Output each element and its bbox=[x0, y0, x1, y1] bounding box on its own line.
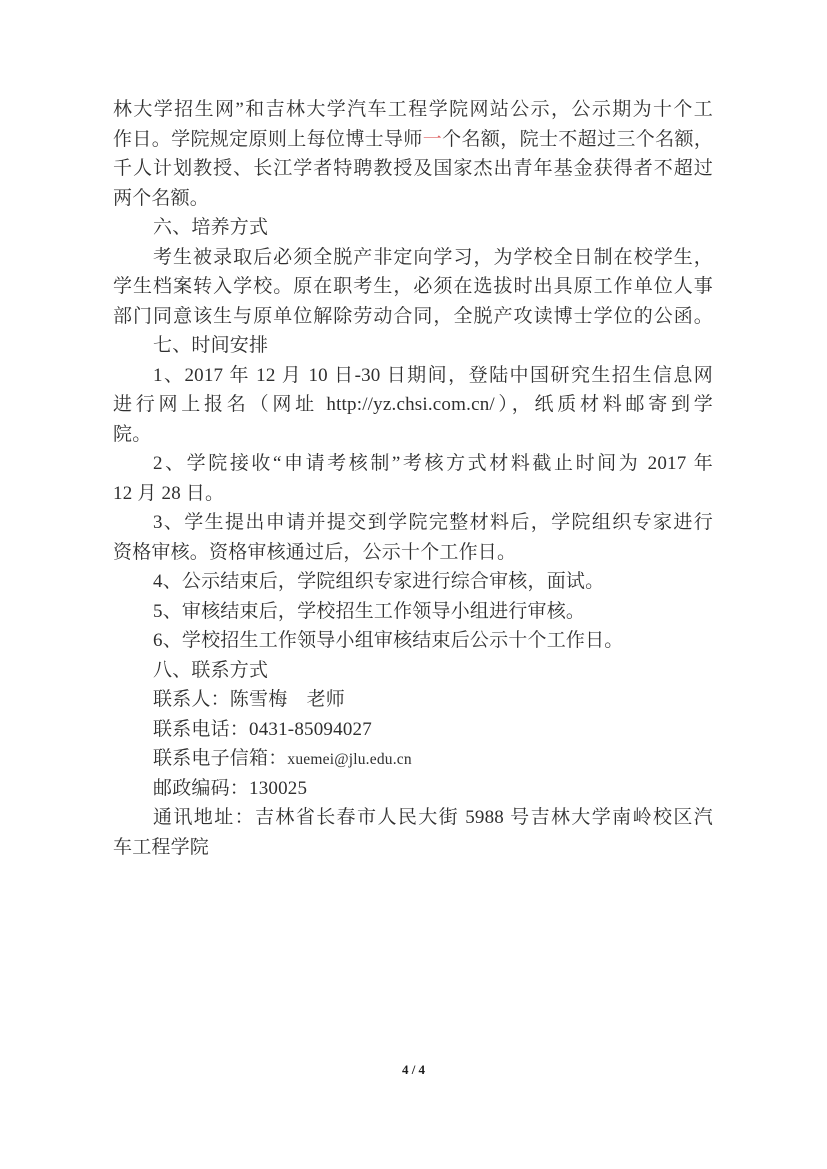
schedule-item-3: 3、学生提出申请并提交到学院完整材料后，学院组织专家进行 bbox=[153, 512, 713, 533]
quota-highlight-red: 一 bbox=[422, 128, 443, 150]
text-block bbox=[113, 95, 713, 862]
section-heading-schedule: 七、时间安排 bbox=[153, 335, 269, 356]
body-line: 两个名额。 bbox=[113, 187, 210, 209]
body-line: 部门同意该生与原单位解除劳动合同，全脱产攻读博士学位的公函。 bbox=[113, 305, 713, 327]
body-line: 考生被录取后必须全脱产非定向学习，为学校全日制在校学生， bbox=[153, 246, 713, 268]
schedule-item-2-end: 12 月 28 日。 bbox=[113, 482, 225, 504]
quota-text-pre: 作日。学院规定原则上每位博士导师 bbox=[113, 128, 423, 150]
schedule-item-1: 1、2017 年 12 月 10 日-30 日期间，登陆中国研究生招生信息网 bbox=[153, 364, 713, 386]
body-line: 林大学招生网”和吉林大学汽车工程学院网站公示，公示期为十个工 bbox=[113, 99, 713, 120]
schedule-item-6: 6、学校招生工作领导小组审核结束后公示十个工作日。 bbox=[153, 630, 624, 651]
mailing-address-line-end: 车工程学院 bbox=[113, 836, 210, 858]
contact-phone-line: 联系电话：0431-85094027 bbox=[153, 718, 372, 740]
contact-person-line: 联系人：陈雪梅 老师 bbox=[153, 689, 346, 710]
schedule-item-1-end: 院。 bbox=[113, 423, 152, 445]
schedule-item-5: 5、审核结束后，学校招生工作领导小组进行审核。 bbox=[153, 600, 586, 622]
schedule-item-1-continued: 进行网上报名（网址 http://yz.chsi.com.cn/），纸质材料邮寄到学 bbox=[113, 394, 713, 415]
mailing-address-line: 通讯地址：吉林省长春市人民大街 5988 号吉林大学南岭校区汽 bbox=[153, 807, 713, 828]
page-number: 4 / 4 bbox=[401, 1062, 426, 1077]
body-line: 学生档案转入学校。原在职考生，必须在选拔时出具原工作单位人事 bbox=[113, 276, 713, 297]
schedule-item-3-end: 资格审核。资格审核通过后，公示十个工作日。 bbox=[113, 541, 517, 563]
schedule-item-4: 4、公示结束后，学院组织专家进行综合审核，面试。 bbox=[153, 571, 605, 592]
contact-email-label: 联系电子信箱： bbox=[153, 748, 288, 769]
body-line-quota bbox=[113, 125, 713, 155]
postal-code-line: 邮政编码：130025 bbox=[153, 777, 308, 799]
section-heading-training: 六、培养方式 bbox=[153, 217, 269, 238]
section-heading-contact: 八、联系方式 bbox=[153, 659, 269, 681]
schedule-item-2: 2、学院接收“申请考核制”考核方式材料截止时间为 2017 年 bbox=[153, 453, 713, 474]
contact-email-line bbox=[113, 744, 713, 774]
body-line: 千人计划教授、长江学者特聘教授及国家杰出青年基金获得者不超过 bbox=[113, 158, 713, 179]
contact-email-value: xuemei@jlu.edu.cn bbox=[287, 751, 412, 768]
quota-text-post: 个名额，院士不超过三个名额， bbox=[442, 128, 713, 150]
